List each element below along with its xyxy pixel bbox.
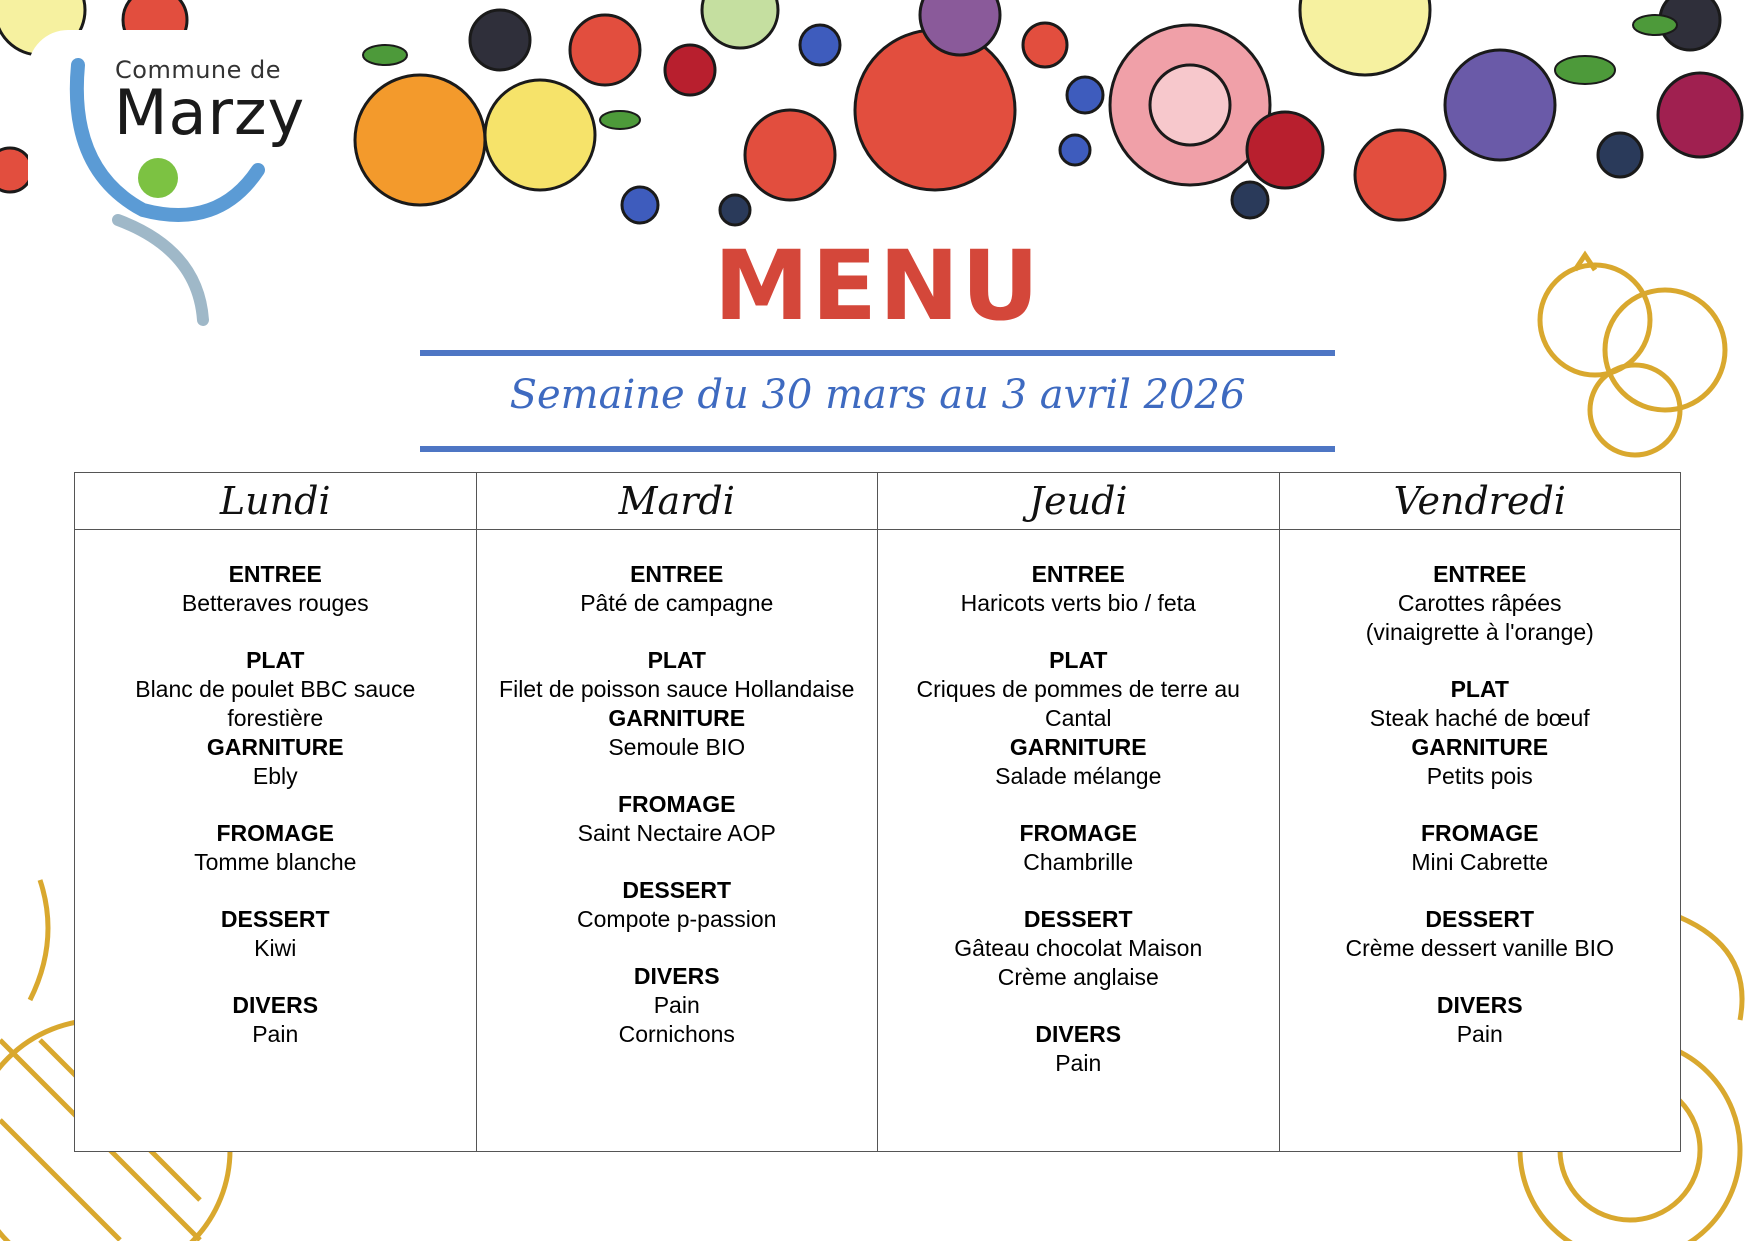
entree-item: Pâté de campagne [580, 590, 774, 616]
divers-item: Pain [1456, 1021, 1503, 1047]
garniture-item: Petits pois [1426, 763, 1533, 789]
page-title: MENU [713, 230, 1042, 342]
dessert-item: Crème anglaise [997, 964, 1159, 990]
fromage-label: FROMAGE [1420, 820, 1539, 846]
divers-item: Pain [653, 992, 700, 1018]
entree-label: ENTREE [228, 561, 322, 587]
dessert-section [1290, 905, 1671, 963]
divers-section [1290, 991, 1671, 1049]
garniture-label: GARNITURE [1009, 734, 1147, 760]
plat-section [85, 646, 466, 733]
dessert-section [487, 876, 868, 934]
garniture-section [1290, 733, 1671, 791]
divers-section [85, 991, 466, 1049]
garniture-label: GARNITURE [206, 734, 344, 760]
divers-label: DIVERS [1035, 1021, 1122, 1047]
divers-section [487, 962, 868, 1049]
entree-section [85, 560, 466, 618]
fromage-section [487, 790, 868, 848]
day-header-mardi: Mardi [476, 473, 878, 530]
plat-item: Criques de pommes de terre au Cantal [916, 676, 1240, 731]
top-rule [420, 350, 1335, 356]
entree-item: Haricots verts bio / feta [960, 590, 1196, 616]
plat-item: Steak haché de bœuf [1369, 705, 1590, 731]
garniture-item: Salade mélange [995, 763, 1162, 789]
plat-section [487, 646, 868, 704]
garniture-label: GARNITURE [608, 705, 746, 731]
dessert-section [888, 905, 1269, 992]
entree-label: ENTREE [1433, 561, 1527, 587]
fromage-label: FROMAGE [1019, 820, 1138, 846]
day-header-jeudi: Jeudi [878, 473, 1280, 530]
day-column-vendredi [1279, 530, 1681, 1152]
bottom-rule [420, 446, 1335, 452]
fromage-item: Tomme blanche [194, 849, 357, 875]
garniture-item: Semoule BIO [608, 734, 746, 760]
day-column-lundi [75, 530, 477, 1152]
dessert-label: DESSERT [622, 877, 732, 903]
garniture-section [487, 704, 868, 762]
dessert-label: DESSERT [1023, 906, 1133, 932]
dessert-item: Kiwi [254, 935, 297, 961]
garniture-label: GARNITURE [1411, 734, 1549, 760]
logo-line2: Marzy [114, 76, 306, 149]
dessert-item: Compote p-passion [577, 906, 777, 932]
entree-item: Carottes râpées [1397, 590, 1562, 616]
fromage-item: Mini Cabrette [1411, 849, 1549, 875]
entree-label: ENTREE [1031, 561, 1125, 587]
fromage-item: Saint Nectaire AOP [577, 820, 776, 846]
garniture-item: Ebly [252, 763, 298, 789]
divers-label: DIVERS [232, 992, 319, 1018]
divers-item: Pain [252, 1021, 299, 1047]
plat-item: Filet de poisson sauce Hollandaise [499, 676, 855, 702]
dessert-label: DESSERT [1425, 906, 1535, 932]
plat-section [888, 646, 1269, 733]
day-column-mardi [476, 530, 878, 1152]
divers-section [888, 1020, 1269, 1078]
plat-label: PLAT [1450, 676, 1509, 702]
entree-item: (vinaigrette à l'orange) [1365, 619, 1594, 645]
divers-item: Cornichons [618, 1021, 735, 1047]
plat-item: Blanc de poulet BBC sauce forestière [135, 676, 416, 731]
entree-section [487, 560, 868, 618]
dessert-item: Gâteau chocolat Maison [954, 935, 1203, 961]
day-header-vendredi: Vendredi [1279, 473, 1681, 530]
divers-label: DIVERS [1436, 992, 1523, 1018]
dessert-section [85, 905, 466, 963]
dessert-item: Crème dessert vanille BIO [1345, 935, 1614, 961]
fromage-item: Chambrille [1023, 849, 1134, 875]
garniture-section [888, 733, 1269, 791]
fromage-section [85, 819, 466, 877]
menu-table [74, 472, 1681, 1152]
divers-label: DIVERS [633, 963, 720, 989]
fromage-label: FROMAGE [216, 820, 335, 846]
entree-item: Betteraves rouges [181, 590, 369, 616]
logo-line1: Commune de [115, 56, 282, 84]
fromage-section [1290, 819, 1671, 877]
entree-label: ENTREE [630, 561, 724, 587]
plat-label: PLAT [647, 647, 706, 673]
fromage-label: FROMAGE [617, 791, 736, 817]
plat-section [1290, 675, 1671, 733]
divers-item: Pain [1055, 1050, 1102, 1076]
plat-label: PLAT [1049, 647, 1108, 673]
week-subtitle: Semaine du 30 mars au 3 avril 2026 [509, 372, 1246, 418]
plat-label: PLAT [246, 647, 305, 673]
garniture-section [85, 733, 466, 791]
day-header-lundi: Lundi [75, 473, 477, 530]
dessert-label: DESSERT [220, 906, 330, 932]
entree-section [888, 560, 1269, 618]
entree-section [1290, 560, 1671, 647]
day-column-jeudi [878, 530, 1280, 1152]
fromage-section [888, 819, 1269, 877]
